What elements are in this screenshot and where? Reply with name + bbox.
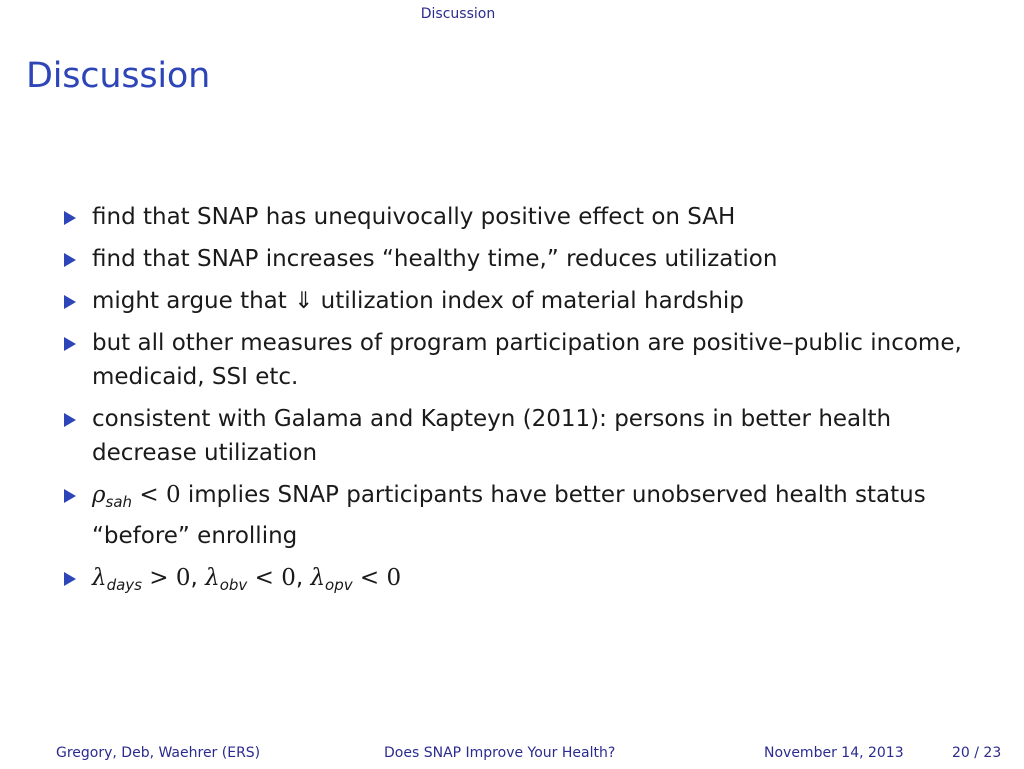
lambda-subscript: opv xyxy=(325,576,353,594)
bullet-item xyxy=(64,284,994,318)
lambda-separator: , xyxy=(295,565,304,591)
bullet-item xyxy=(64,242,994,276)
frame-title: Discussion xyxy=(26,56,211,96)
lambda-symbol: λ xyxy=(205,565,220,591)
triangle-bullet-icon xyxy=(64,337,76,351)
footer-short-title: Does SNAP Improve Your Health? xyxy=(384,745,616,761)
triangle-bullet-icon xyxy=(64,253,76,267)
lambda-relation: < 0 xyxy=(254,565,296,591)
bullet-text: find that SNAP increases “healthy time,” reduces utilization xyxy=(92,246,778,272)
bullet-item xyxy=(64,326,994,394)
triangle-bullet-icon xyxy=(64,413,76,427)
lambda-symbol: λ xyxy=(92,565,107,591)
triangle-bullet-icon xyxy=(64,211,76,225)
triangle-bullet-icon xyxy=(64,489,76,503)
bullet-text: but all other measures of program participation are positive–public income, medicaid, SSI etc. xyxy=(92,330,962,390)
rho-symbol: ρ xyxy=(92,482,106,508)
lambda-subscript: obv xyxy=(219,576,248,594)
footer-authors: Gregory, Deb, Waehrer (ERS) xyxy=(56,745,261,761)
lambda-term xyxy=(92,565,198,594)
bullet-list xyxy=(64,200,994,610)
rho-text: implies SNAP participants have better unobserved health status “before” enrolling xyxy=(92,482,926,549)
rho-relation: < 0 xyxy=(139,482,181,508)
triangle-bullet-icon xyxy=(64,295,76,309)
lambda-relation: > 0 xyxy=(149,565,191,591)
lambda-term xyxy=(205,565,304,594)
lambda-separator: , xyxy=(190,565,198,591)
section-header[interactable]: Discussion xyxy=(420,6,496,22)
bullet-item-rho xyxy=(64,478,994,553)
footer-date: November 14, 2013 xyxy=(764,745,904,761)
lambda-symbol: λ xyxy=(310,565,326,591)
lambda-term xyxy=(310,565,402,594)
lambda-relation: < 0 xyxy=(359,565,402,591)
bullet-item-lambdas xyxy=(64,561,994,602)
bullet-text: might argue that ⇓ utilization index of material hardship xyxy=(92,288,744,314)
bullet-item xyxy=(64,200,994,234)
lambda-subscript: days xyxy=(106,576,142,594)
footer-page-number: 20 / 23 xyxy=(952,745,1002,761)
rho-subscript: sah xyxy=(105,493,133,511)
bullet-item xyxy=(64,402,994,470)
bullet-text: consistent with Galama and Kapteyn (2011): persons in better health decrease utilization xyxy=(92,406,892,466)
triangle-bullet-icon xyxy=(64,572,76,586)
bullet-text: find that SNAP has unequivocally positive effect on SAH xyxy=(92,204,736,230)
footer xyxy=(0,737,1024,769)
